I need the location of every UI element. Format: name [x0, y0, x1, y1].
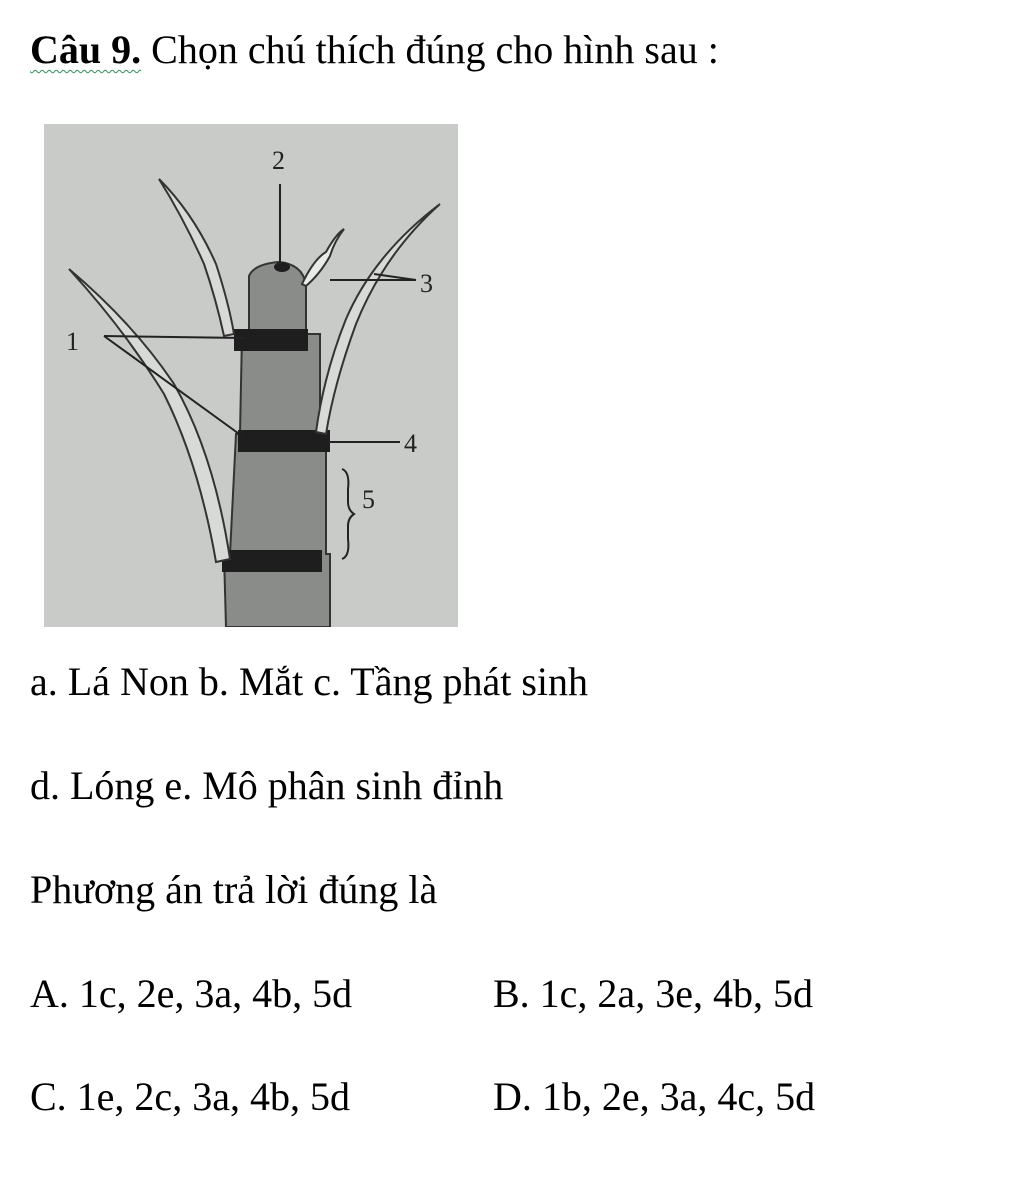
question-text: Chọn chú thích đúng cho hình sau : — [151, 27, 719, 72]
fig-label-4: 4 — [404, 429, 417, 458]
question-number: Câu 9. — [30, 27, 142, 72]
fig-label-2: 2 — [272, 146, 285, 175]
legend-line-2: d. Lóng e. Mô phân sinh đỉnh — [30, 763, 504, 808]
fig-label-1: 1 — [66, 327, 79, 356]
option-d[interactable]: D. 1b, 2e, 3a, 4c, 5d — [493, 1074, 816, 1119]
fig-label-5: 5 — [362, 485, 375, 514]
option-c[interactable]: C. 1e, 2c, 3a, 4b, 5d — [30, 1074, 350, 1119]
option-a[interactable]: A. 1c, 2e, 3a, 4b, 5d — [30, 971, 353, 1016]
question-title — [30, 26, 719, 74]
answer-prompt: Phương án trả lời đúng là — [30, 867, 438, 912]
legend-line-1: a. Lá Non b. Mắt c. Tầng phát sinh — [30, 659, 589, 704]
option-b[interactable]: B. 1c, 2a, 3e, 4b, 5d — [493, 971, 813, 1016]
fig-label-3: 3 — [420, 269, 433, 298]
stem-diagram — [44, 124, 458, 627]
